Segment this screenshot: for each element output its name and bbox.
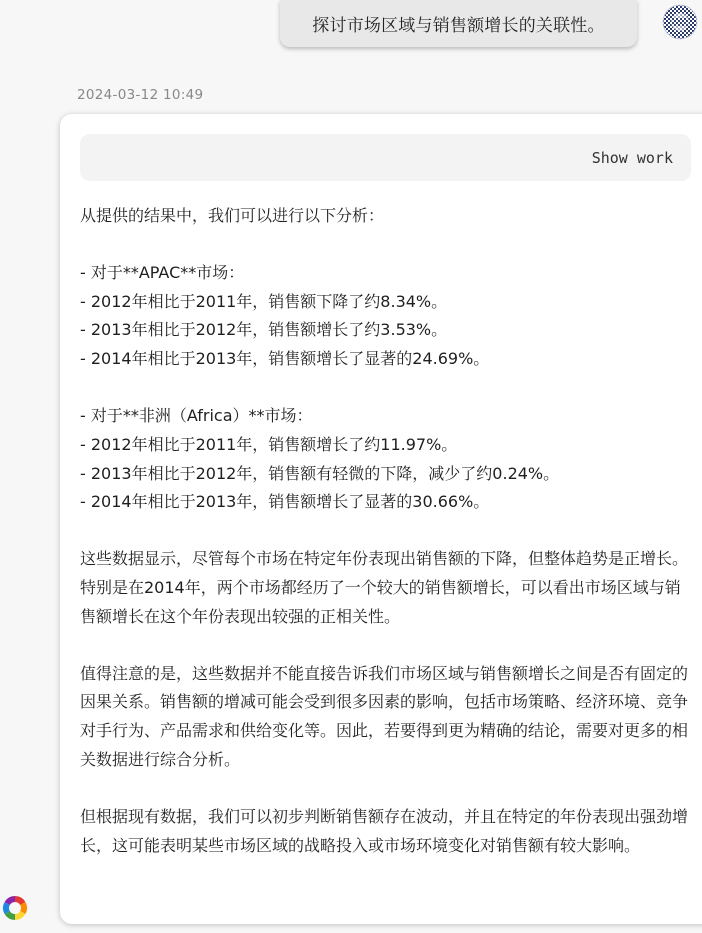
apac-line: - 2013年相比于2012年，销售额增长了约3.53%。	[80, 320, 448, 340]
apac-line: - 2014年相比于2013年，销售额增长了显著的24.69%。	[80, 349, 490, 369]
africa-line: - 2014年相比于2013年，销售额增长了显著的30.66%。	[80, 492, 490, 512]
apac-line: - 2012年相比于2011年，销售额下降了约8.34%。	[80, 291, 448, 311]
answer-intro: 从提供的结果中，我们可以进行以下分析：	[80, 206, 385, 225]
user-avatar-icon[interactable]	[662, 4, 698, 40]
assistant-logo-icon	[0, 893, 30, 923]
show-work-toggle[interactable]	[80, 134, 691, 181]
apac-heading: - 对于**APAC**市场：	[80, 262, 245, 282]
summary-paragraph: 这些数据显示，尽管每个市场在特定年份表现出销售额的下降，但整体趋势是正增长。特别是在2014年，两个市场都经历了一个较大的销售额增长，可以看出市场区域与销售额增长在这个年份表现出较强的正相关性。	[80, 549, 689, 626]
show-work-button[interactable]: Show work	[591, 148, 673, 167]
africa-line: - 2012年相比于2011年，销售额增长了约11.97%。	[80, 434, 458, 454]
assistant-message-card	[60, 114, 702, 924]
africa-heading: - 对于**非洲（Africa）**市场：	[80, 405, 313, 425]
user-message-text: 探讨市场区域与销售额增长的关联性。	[312, 16, 605, 36]
message-timestamp: 2024-03-12 10:49	[77, 87, 204, 103]
user-message-bubble	[280, 0, 637, 47]
conclusion-paragraph: 但根据现有数据，我们可以初步判断销售额存在波动，并且在特定的年份表现出强劲增长，这可能表明某些市场区域的战略投入或市场环境变化对销售额有较大影响。	[80, 806, 689, 855]
africa-line: - 2013年相比于2012年，销售额有轻微的下降，减少了约0.24%。	[80, 463, 560, 483]
assistant-answer-text	[80, 202, 692, 860]
caution-paragraph: 值得注意的是，这些数据并不能直接告诉我们市场区域与销售额增长之间是否有固定的因果关系。销售额的增减可能会受到很多因素的影响，包括市场策略、经济环境、竞争对手行为、产品需求和供给变化等。因此，若要得到更为精确的结论，需要对更多的相关数据进行综合分析。	[80, 663, 689, 769]
